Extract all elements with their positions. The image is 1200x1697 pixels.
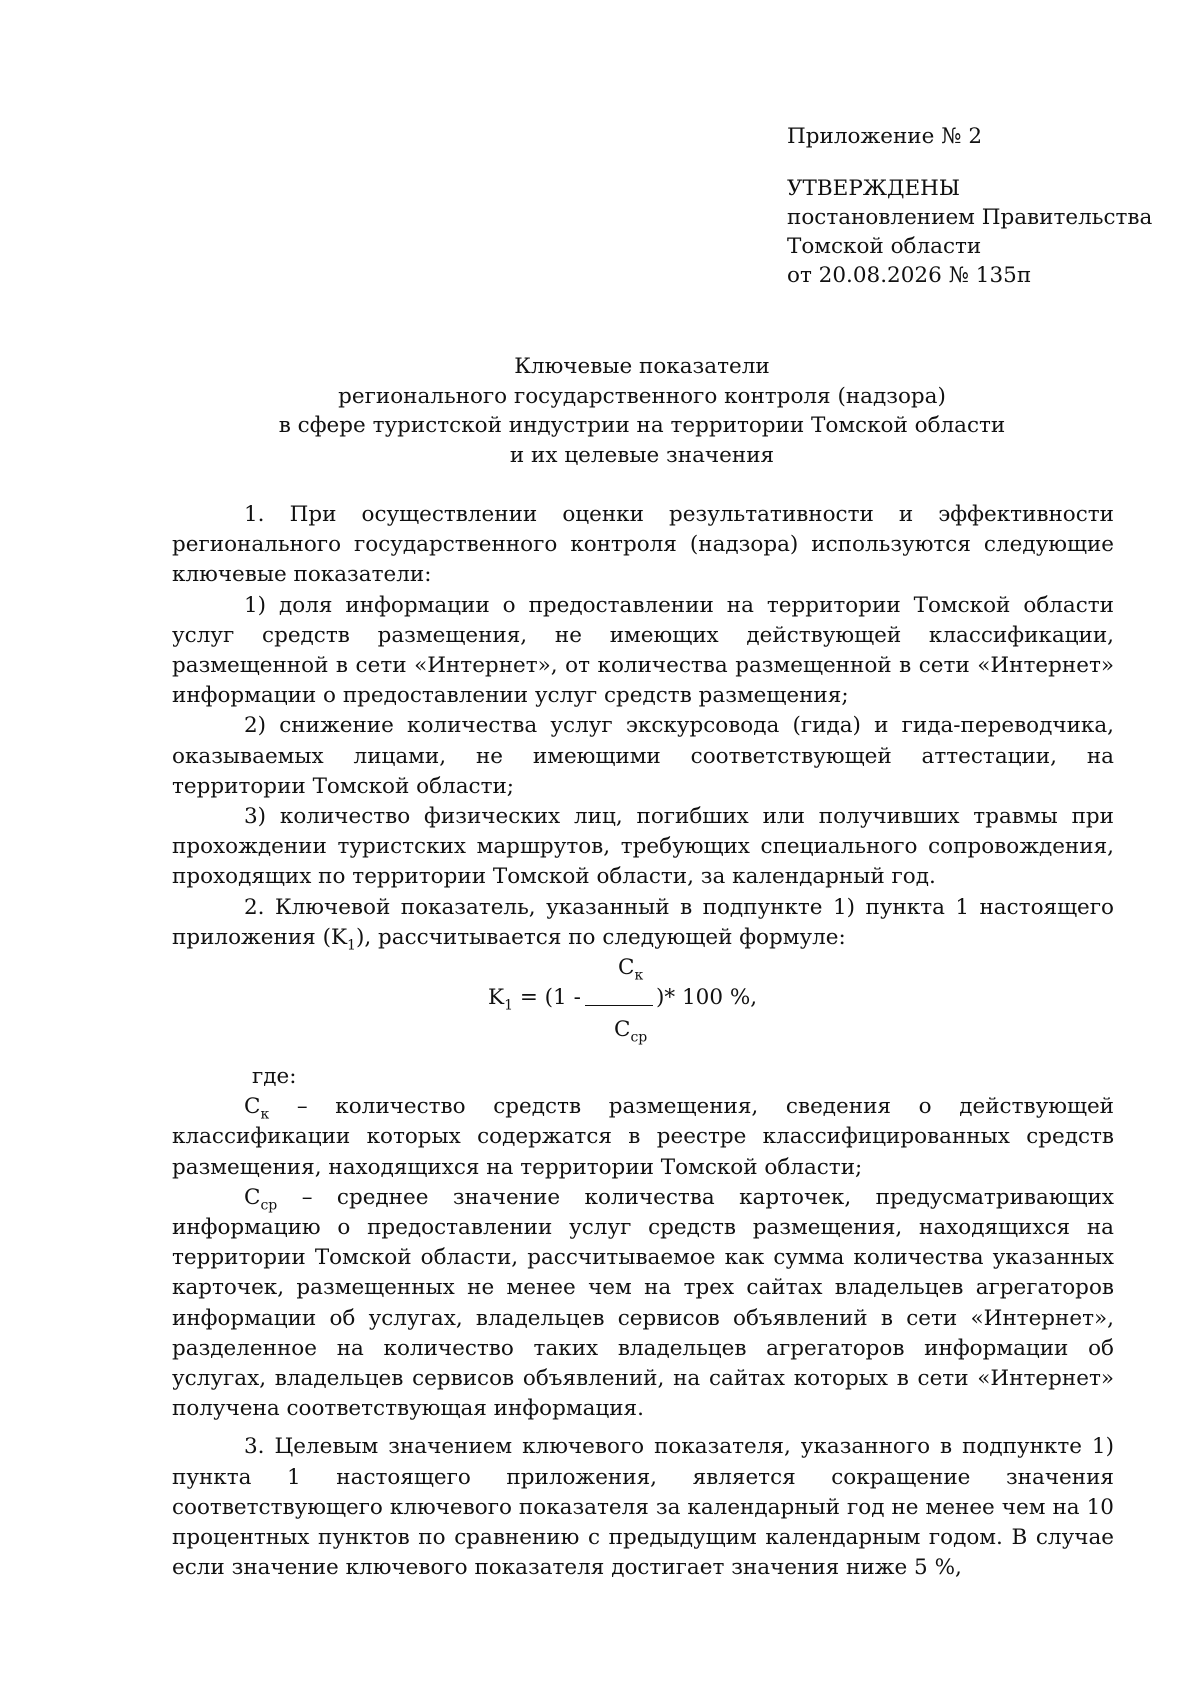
definition-ck xyxy=(172,1092,1114,1183)
formula-k: K xyxy=(488,985,505,1010)
section-1 xyxy=(172,500,1114,953)
formula-close: )* 100 %, xyxy=(656,985,758,1010)
section-2-subscript: 1 xyxy=(347,937,356,954)
title-line-1: Ключевые показатели xyxy=(514,354,770,379)
formula-den-sub: ср xyxy=(630,1029,648,1046)
section-2-text-after: ), рассчитывается по следующей формуле: xyxy=(355,924,846,950)
definitions xyxy=(172,1062,1114,1583)
section-1-item-1: 1) доля информации о предоставлении на территории Томской области услуг средств размещения, не имеющих действующей классификации, размещенной в сети «Интернет», от количества размещенной в сети «Интернет» информации о предоставлении услуг средств размещения; xyxy=(172,592,1114,709)
ck-subscript: к xyxy=(260,1106,270,1123)
formula-open: = (1 - xyxy=(512,985,588,1010)
title-line-2: регионального государственного контроля (надзора) xyxy=(338,383,946,409)
approved-line-1: постановлением Правительства xyxy=(787,205,1153,230)
approved-line-3: от 20.08.2026 № 135п xyxy=(787,263,1032,288)
appendix-number: Приложение № 2 xyxy=(787,124,983,149)
definition-ccp xyxy=(172,1183,1114,1425)
ccp-subscript: ср xyxy=(260,1197,278,1214)
formula-k-sub: 1 xyxy=(504,997,513,1014)
formula xyxy=(488,955,808,1055)
title-line-3: в сфере туристской индустрии на территории Томской области xyxy=(278,413,1006,438)
document-title xyxy=(172,352,1112,470)
ck-text: – количество средств размещения, сведения о действующей классификации которых содержатся в реестре классифицированных средств размещения, находящихся на территории Томской области; xyxy=(172,1094,1114,1180)
formula-num-sub: к xyxy=(634,967,644,984)
ccp-symbol: C xyxy=(244,1184,261,1210)
fraction-bar xyxy=(585,1005,653,1006)
section-2-text-before: 2. Ключевой показатель, указанный в подпункте 1) пункта 1 настоящего приложения (K xyxy=(172,894,1114,950)
formula-den-c: C xyxy=(614,1017,631,1042)
approval-block xyxy=(787,122,1152,290)
ck-symbol: C xyxy=(244,1094,261,1120)
section-2-paragraph xyxy=(172,893,1114,953)
formula-lhs xyxy=(488,985,588,1014)
title-line-4: и их целевые значения xyxy=(509,442,775,468)
approved-heading: УТВЕРЖДЕНЫ xyxy=(787,176,961,201)
formula-denominator xyxy=(614,1017,648,1046)
approved-line-2: Томской области xyxy=(787,234,982,259)
section-1-item-3: 3) количество физических лиц, погибших или получивших травмы при прохождении туристских маршрутов, требующих специального сопровождения, проходящих по территории Томской области, за календарный год. xyxy=(172,804,1114,890)
formula-num-c: C xyxy=(618,955,635,980)
section-1-intro: 1. При осуществлении оценки результативности и эффективности регионального государственного контроля (надзора) используются следующие ключевые показатели: xyxy=(172,502,1114,588)
where-label: где: xyxy=(252,1064,297,1089)
formula-numerator xyxy=(618,955,644,984)
ccp-text: – среднее значение количества карточек, предусматривающих информацию о предоставлении услуг средств размещения, находящихся на территории Томской области, рассчитываемое как сумма количества указанных карточек, размещенных не менее чем на трех сайтах владельцев агрегаторов информации об услугах, владельцев сервисов объявлений в сети «Интернет», разделенное на количество таких владельцев агрегаторов информации об услугах, владельцев сервисов объявлений, на сайтах которых в сети «Интернет» получена соответствующая информация. xyxy=(172,1184,1114,1422)
section-1-item-2: 2) снижение количества услуг экскурсовода (гида) и гида-переводчика, оказываемых лицами, не имеющими соответствующей аттестации, на территории Томской области; xyxy=(172,713,1114,799)
section-3-paragraph: 3. Целевым значением ключевого показателя, указанного в подпункте 1) пункта 1 настоящего приложения, является сокращение значения соответствующего ключевого показателя за календарный год не менее чем на 10 процентных пунктов по сравнению с предыдущим календарным годом. В случае если значение ключевого показателя достигает значения ниже 5 %, xyxy=(172,1434,1114,1581)
